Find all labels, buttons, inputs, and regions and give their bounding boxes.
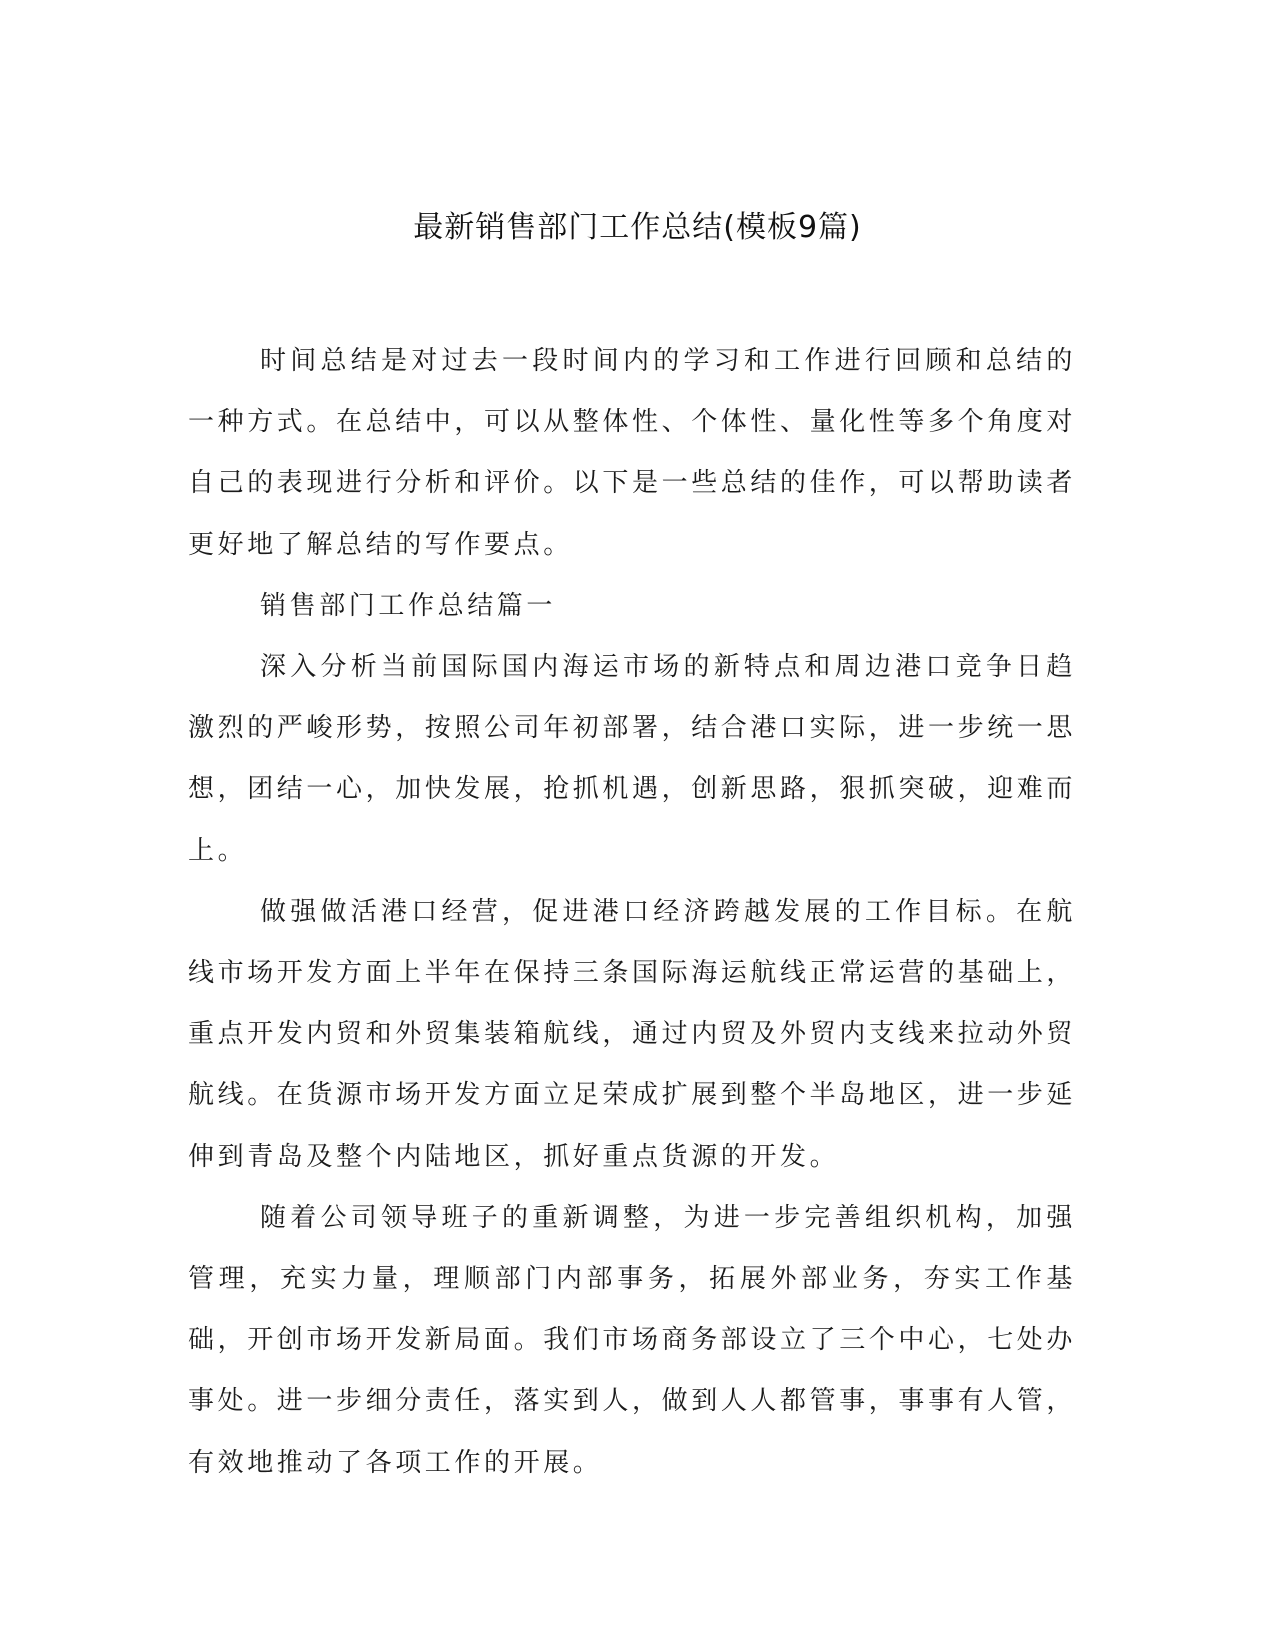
body-paragraph: 做强做活港口经营，促进港口经济跨越发展的工作目标。在航线市场开发方面上半年在保持三条国际海运航线正常运营的基础上，重点开发内贸和外贸集装箱航线，通过内贸及外贸内支线来拉动外贸航线。在货源市场开发方面立足荣成扩展到整个半岛地区，进一步延伸到青岛及整个内陆地区，抓好重点货源的开发。 xyxy=(188,896,1077,1172)
body-paragraph: 随着公司领导班子的重新调整，为进一步完善组织机构，加强管理，充实力量，理顺部门内部事务，拓展外部业务，夯实工作基础，开创市场开发新局面。我们市场商务部设立了三个中心，七处办事处。进一步细分责任，落实到人，做到人人都管事，事事有人管，有效地推动了各项工作的开展。 xyxy=(188,1202,1077,1478)
body-paragraph: 深入分析当前国际国内海运市场的新特点和周边港口竞争日趋激烈的严峻形势，按照公司年初部署，结合港口实际，进一步统一思想，团结一心，加快发展，抢抓机遇，创新思路，狠抓突破，迎难而上。 xyxy=(188,652,1077,866)
intro-paragraph: 时间总结是对过去一段时间内的学习和工作进行回顾和总结的一种方式。在总结中，可以从整体性、个体性、量化性等多个角度对自己的表现进行分析和评价。以下是一些总结的佳作，可以帮助读者更好地了解总结的写作要点。 xyxy=(188,346,1077,560)
document-title: 最新销售部门工作总结(模板9篇) xyxy=(413,210,862,245)
section-heading: 销售部门工作总结篇一 xyxy=(260,590,557,621)
document-body xyxy=(188,331,1076,1494)
